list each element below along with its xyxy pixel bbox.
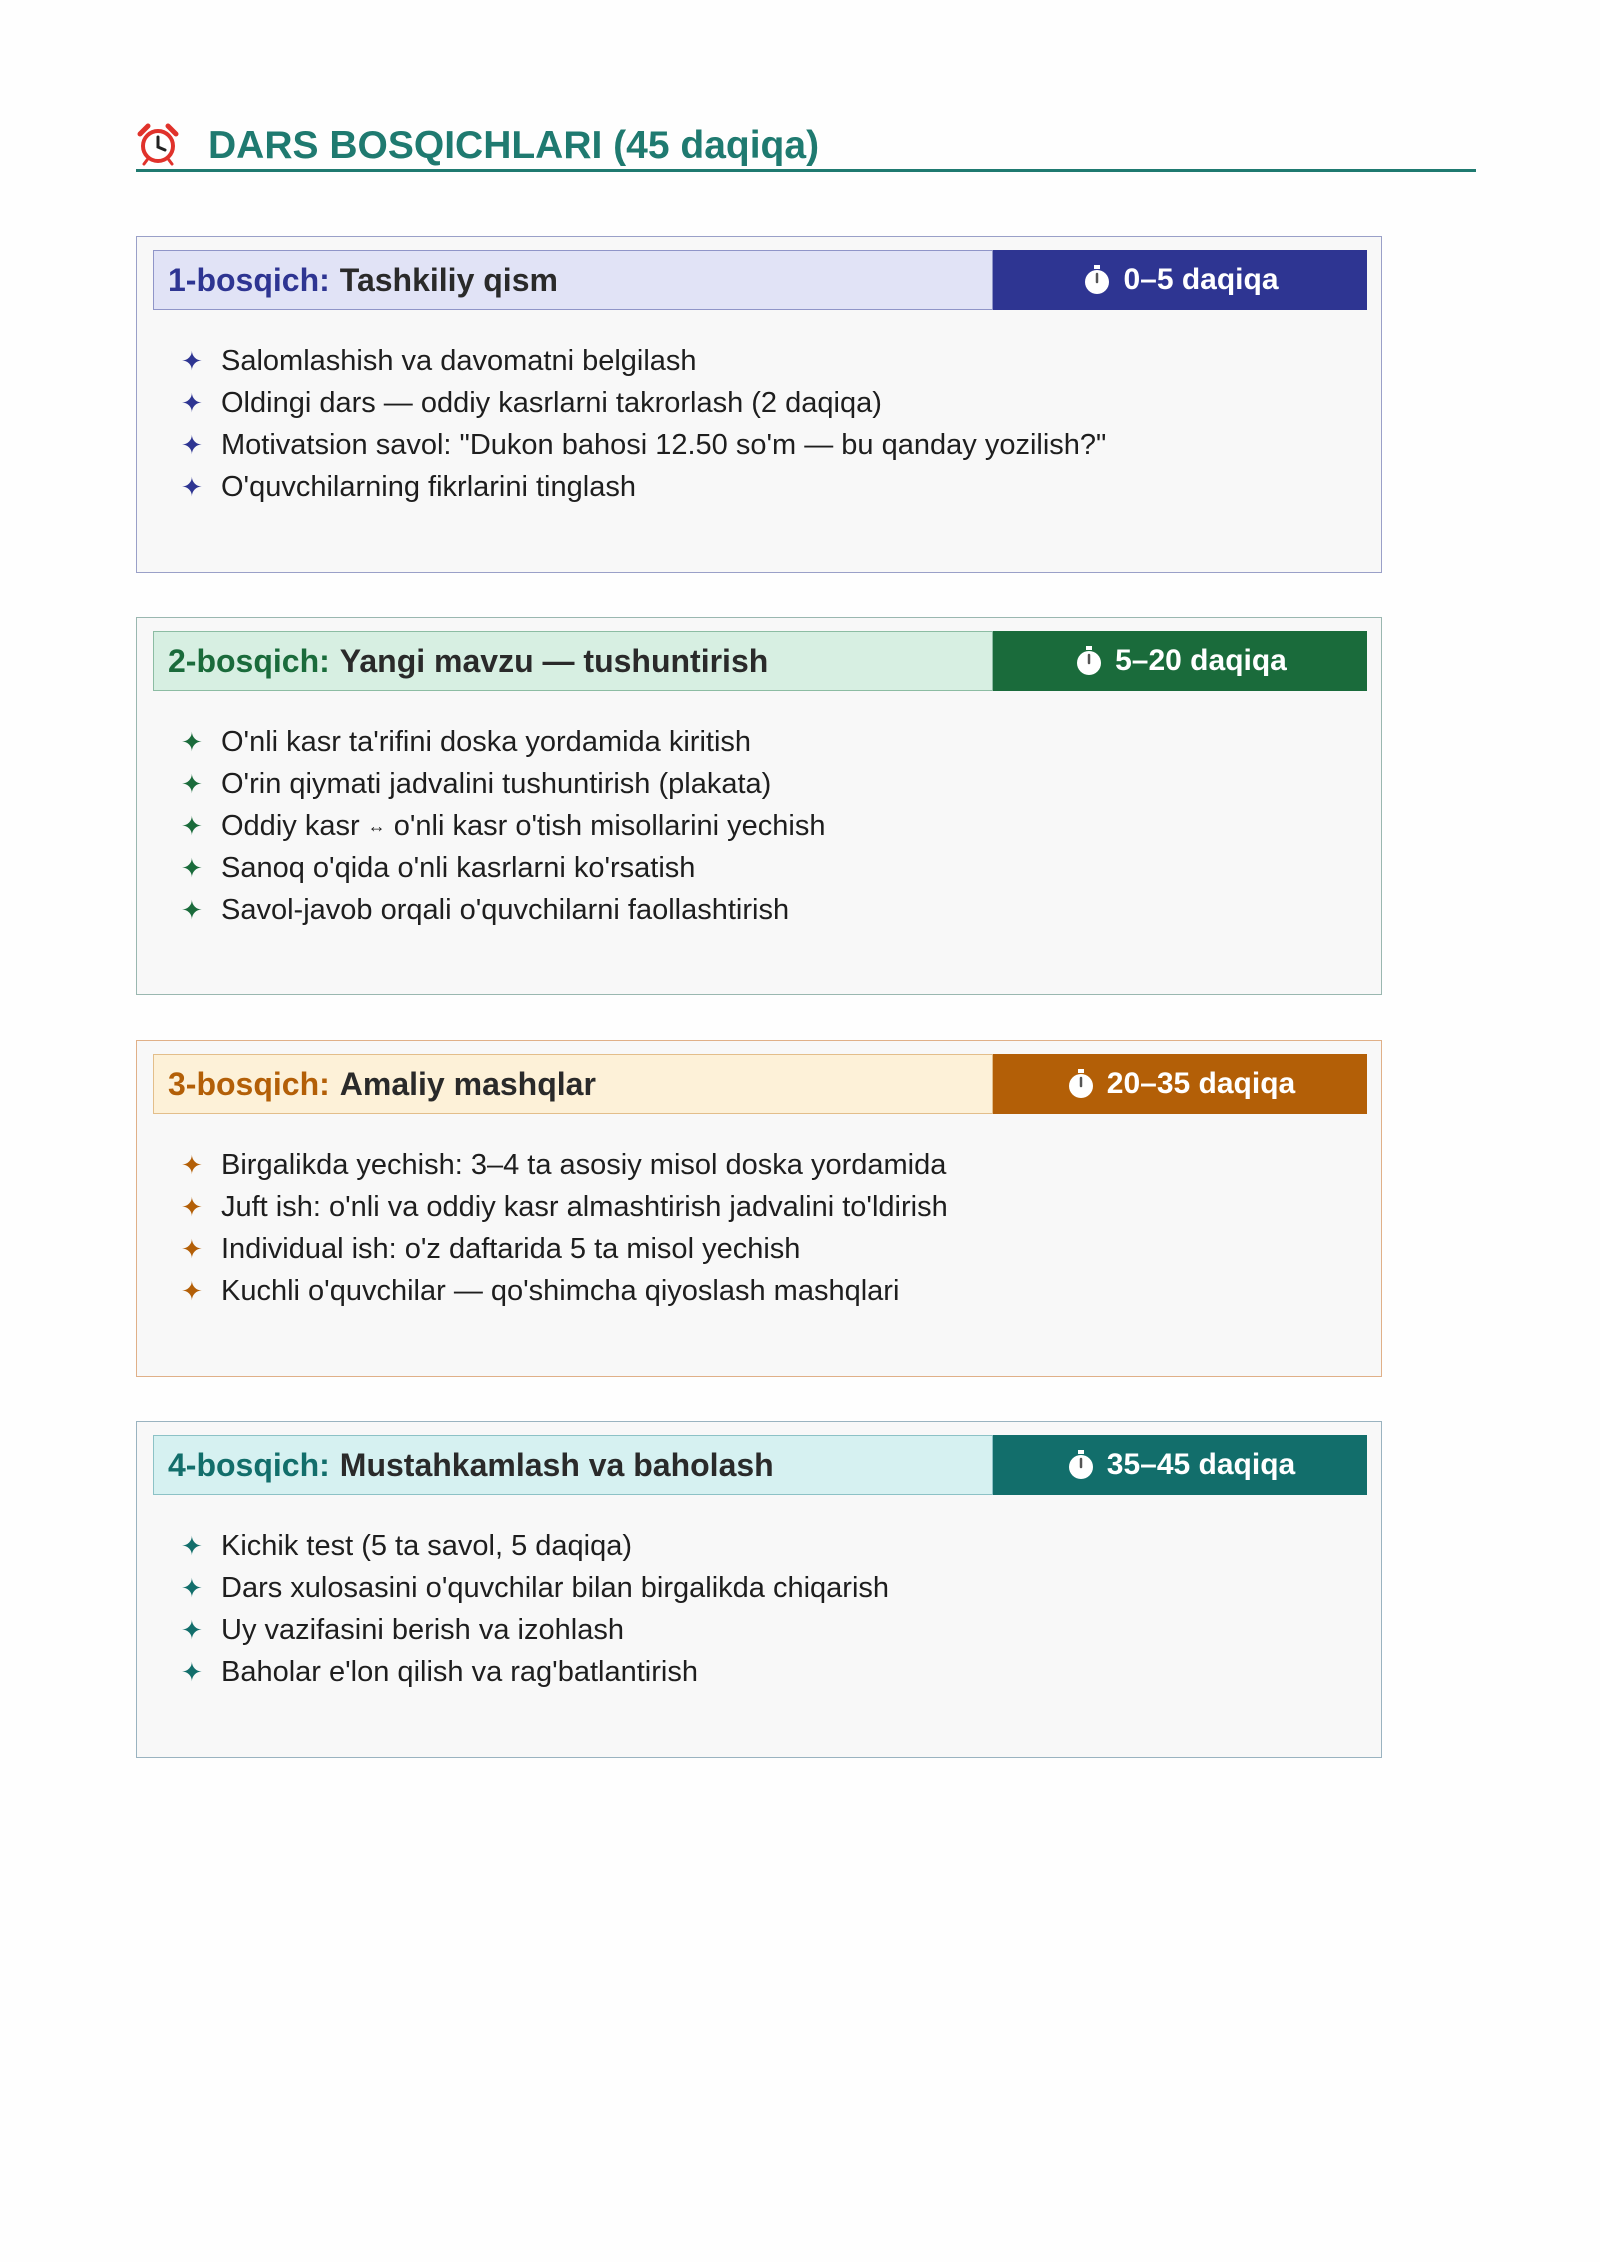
stopwatch-icon	[1081, 264, 1113, 296]
stage-time-badge	[993, 631, 1367, 691]
stage-name: Mustahkamlash va baholash	[339, 1446, 774, 1483]
stage-title	[153, 1054, 993, 1114]
stage-name: Tashkiliy qism	[339, 261, 558, 298]
stage-card-2	[136, 617, 1382, 995]
bullet-icon: ✦	[181, 1573, 203, 1603]
stage-time: 0–5 daqiqa	[1123, 263, 1279, 296]
bullet-icon: ✦	[181, 727, 203, 757]
bullet-icon: ✦	[181, 1657, 203, 1687]
bidirectional-arrow-icon: ↔	[367, 816, 386, 836]
bullet-icon: ✦	[181, 1531, 203, 1561]
stage-title	[153, 631, 993, 691]
stage-time: 5–20 daqiqa	[1115, 644, 1287, 677]
list-item: ✦ Savol-javob orqali o'quvchilarni faollashtirish	[181, 889, 825, 931]
bullet-icon: ✦	[181, 430, 203, 460]
list-item: ✦ Baholar e'lon qilish va rag'batlantirish	[181, 1651, 889, 1693]
list-item: ✦ Kichik test (5 ta savol, 5 daqiqa)	[181, 1525, 889, 1567]
stage-time-badge	[993, 1054, 1367, 1114]
section-title	[136, 118, 1476, 172]
stopwatch-icon	[1065, 1449, 1097, 1481]
bullet-icon: ✦	[181, 388, 203, 418]
bullet-icon: ✦	[181, 811, 203, 841]
stage-card-4	[136, 1421, 1382, 1758]
stage-time: 35–45 daqiqa	[1106, 1448, 1296, 1481]
stage-label: 1-bosqich:	[168, 261, 330, 298]
list-item: ✦ Individual ish: o'z daftarida 5 ta misol yechish	[181, 1228, 948, 1270]
page-title: DARS BOSQICHLARI (45 daqiqa)	[208, 124, 820, 167]
list-item: ✦ Kuchli o'quvchilar — qo'shimcha qiyoslash mashqlari	[181, 1270, 948, 1312]
bullet-icon: ✦	[181, 346, 203, 376]
stage-name: Yangi mavzu — tushuntirish	[339, 642, 769, 679]
stage-item-list	[181, 721, 825, 931]
list-item: ✦ O'nli kasr ta'rifini doska yordamida kiritish	[181, 721, 825, 763]
stopwatch-icon	[1065, 1068, 1097, 1100]
list-item: ✦ O'rin qiymati jadvalini tushuntirish (plakata)	[181, 763, 825, 805]
list-item: ✦ Sanoq o'qida o'nli kasrlarni ko'rsatish	[181, 847, 825, 889]
list-item: ✦ Oldingi dars — oddiy kasrlarni takrorlash (2 daqiqa)	[181, 382, 1106, 424]
bullet-icon: ✦	[181, 853, 203, 883]
bullet-icon: ✦	[181, 472, 203, 502]
stage-title	[153, 250, 993, 310]
list-item: ✦ Motivatsion savol: "Dukon bahosi 12.50 so'm — bu qanday yozilish?"	[181, 424, 1106, 466]
alarm-clock-icon	[136, 122, 180, 166]
list-item: ✦ Oddiy kasr ↔ o'nli kasr o'tish misollarini yechish	[181, 805, 825, 847]
stage-time-badge	[993, 1435, 1367, 1495]
bullet-icon: ✦	[181, 1234, 203, 1264]
bullet-icon: ✦	[181, 1150, 203, 1180]
stage-card-1	[136, 236, 1382, 573]
bullet-icon: ✦	[181, 1615, 203, 1645]
stage-header	[153, 250, 1367, 310]
list-item: ✦ O'quvchilarning fikrlarini tinglash	[181, 466, 1106, 508]
stage-label: 3-bosqich:	[168, 1065, 330, 1102]
list-item: ✦ Salomlashish va davomatni belgilash	[181, 340, 1106, 382]
stage-label: 4-bosqich:	[168, 1446, 330, 1483]
stage-header	[153, 1435, 1367, 1495]
list-item: ✦ Birgalikda yechish: 3–4 ta asosiy misol doska yordamida	[181, 1144, 948, 1186]
bullet-icon: ✦	[181, 769, 203, 799]
list-item: ✦ Juft ish: o'nli va oddiy kasr almashtirish jadvalini to'ldirish	[181, 1186, 948, 1228]
stage-item-list	[181, 1525, 889, 1693]
stage-item-list	[181, 340, 1106, 508]
stage-title	[153, 1435, 993, 1495]
bullet-icon: ✦	[181, 1276, 203, 1306]
stage-time-badge	[993, 250, 1367, 310]
list-item: ✦ Uy vazifasini berish va izohlash	[181, 1609, 889, 1651]
bullet-icon: ✦	[181, 895, 203, 925]
stage-card-3	[136, 1040, 1382, 1377]
list-item: ✦ Dars xulosasini o'quvchilar bilan birgalikda chiqarish	[181, 1567, 889, 1609]
stage-header	[153, 631, 1367, 691]
stopwatch-icon	[1073, 645, 1105, 677]
stage-item-list	[181, 1144, 948, 1312]
stage-name: Amaliy mashqlar	[339, 1065, 596, 1102]
stage-label: 2-bosqich:	[168, 642, 330, 679]
bullet-icon: ✦	[181, 1192, 203, 1222]
stage-time: 20–35 daqiqa	[1106, 1067, 1296, 1100]
stage-header	[153, 1054, 1367, 1114]
